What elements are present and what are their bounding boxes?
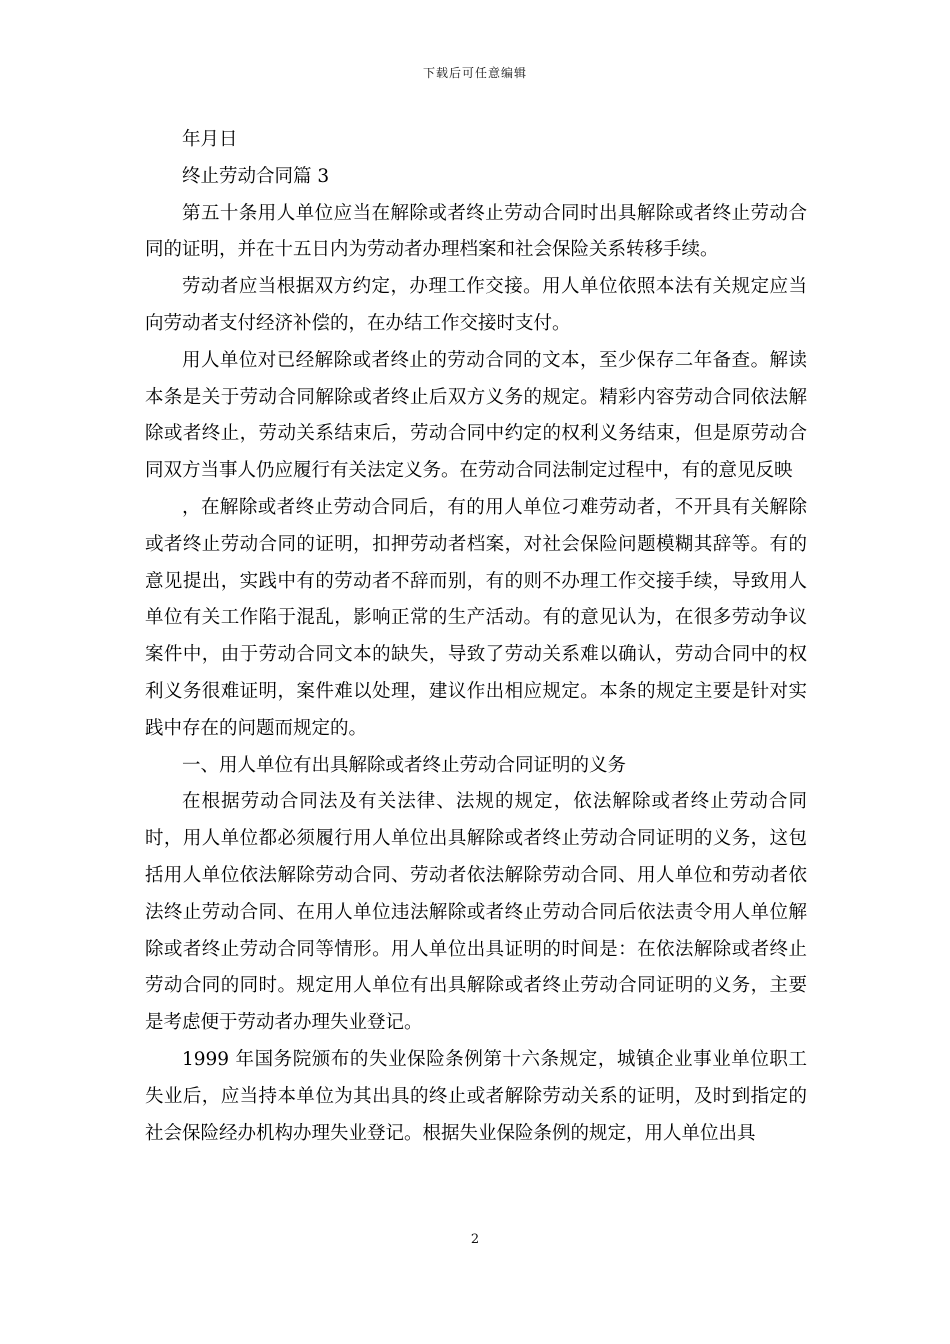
document-body [145,122,807,1152]
page-number: 2 [470,1232,480,1247]
header-note: 下载后可任意编辑 [422,66,527,80]
paragraph: 在根据劳动合同法及有关法律、法规的规定，依法解除或者终止劳动合同时，用人单位都必须履行用人单位出具解除或者终止劳动合同证明的义务，这包括用人单位依法解除劳动合同、劳动者依法解除劳动合同、用人单位和劳动者依法终止劳动合同、在用人单位违法解除或者终止劳动合同后依法责令用人单位解除或者终止劳动合同等情形。用人单位出具证明的时间是：在依法解除或者终止劳动合同的同时。规定用人单位有出具解除或者终止劳动合同证明的义务，主要是考虑便于劳动者办理失业登记。 [145,791,807,1034]
paragraph: ，在解除或者终止劳动合同后，有的用人单位刁难劳动者，不开具有关解除或者终止劳动合同的证明，扣押劳动者档案，对社会保险问题模糊其辞等。有的意见提出，实践中有的劳动者不辞而别，有的则不办理工作交接手续，导致用人单位有关工作陷于混乱，影响正常的生产活动。有的意见认为，在很多劳动争议案件中，由于劳动合同文本的缺失，导致了劳动关系难以确认，劳动合同中的权利义务很难证明，案件难以处理，建议作出相应规定。本条的规定主要是针对实践中存在的问题而规定的。 [145,496,807,739]
paragraph: 劳动者应当根据双方约定，办理工作交接。用人单位依照本法有关规定应当向劳动者支付经济补偿的，在办结工作交接时支付。 [145,276,807,334]
subsection-heading: 一、用人单位有出具解除或者终止劳动合同证明的义务 [182,754,627,776]
paragraph-date: 年月日 [182,129,238,150]
paragraph: 用人单位对已经解除或者终止的劳动合同的文本，至少保存二年备查。解读本条是关于劳动合同解除或者终止后双方义务的规定。精彩内容劳动合同依法解除或者终止，劳动关系结束后，劳动合同中约定的权利义务结束，但是原劳动合同双方当事人仍应履行有关法定义务。在劳动合同法制定过程中，有的意见反映 [145,349,807,482]
section-title: 终止劳动合同篇 3 [182,165,330,187]
paragraph: 1999 年国务院颁布的失业保险条例第十六条规定，城镇企业事业单位职工失业后，应当持本单位为其出具的终止或者解除劳动关系的证明，及时到指定的社会保险经办机构办理失业登记。根据失业保险条例的规定，用人单位出具 [145,1048,807,1144]
paragraph: 第五十条用人单位应当在解除或者终止劳动合同时出具解除或者终止劳动合同的证明，并在十五日内为劳动者办理档案和社会保险关系转移手续。 [145,202,807,261]
